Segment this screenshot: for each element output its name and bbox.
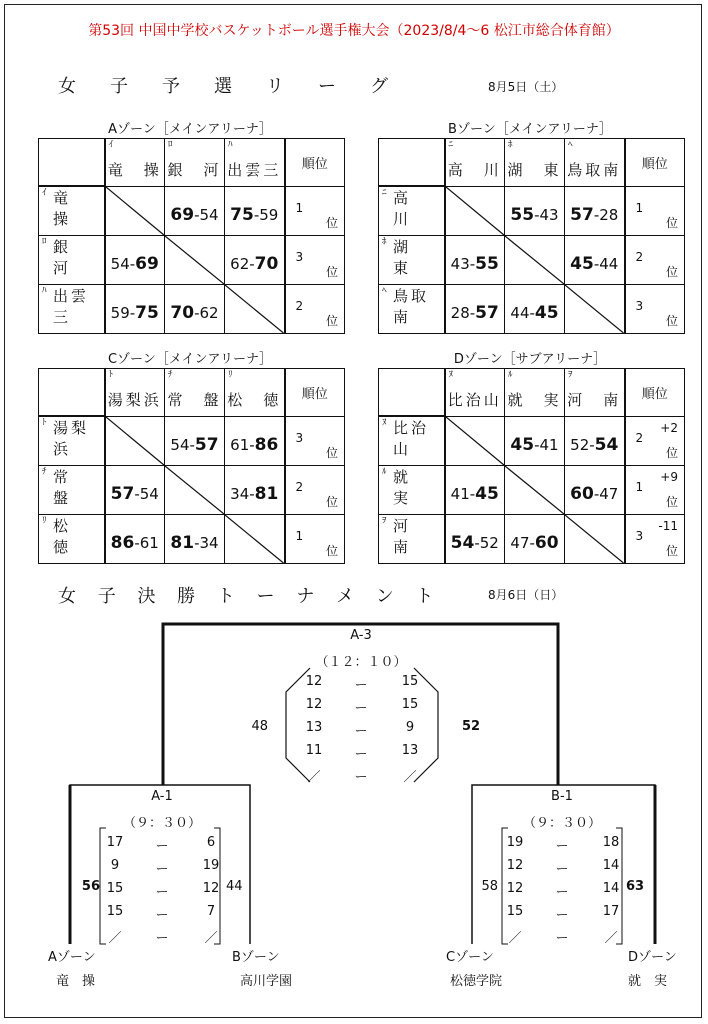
page-title: 第53回 中国中学校バスケットボール選手権大会（2023/8/4〜6 松江市総合体育館） bbox=[88, 23, 620, 39]
quarter-score-left: 12 bbox=[506, 858, 524, 873]
rank-header: 順位 bbox=[625, 369, 685, 417]
rank-unit: 位 bbox=[325, 446, 338, 460]
quarter-score-left: 12 bbox=[506, 881, 524, 896]
quarter-score-right: 13 bbox=[401, 743, 419, 758]
total-score-right: 63 bbox=[626, 879, 645, 894]
quarter-score-left: ／ bbox=[508, 931, 522, 946]
score: 54-69 bbox=[110, 254, 159, 274]
team-mark: ﾊ bbox=[42, 286, 47, 296]
team-name: 高 川 bbox=[447, 160, 502, 179]
rank-unit: 位 bbox=[665, 544, 678, 558]
score-home: 62 bbox=[230, 255, 250, 273]
score-home: 70 bbox=[170, 303, 195, 323]
point-diff: +2 bbox=[660, 420, 678, 435]
score: 75-59 bbox=[230, 205, 279, 225]
score: 44-45 bbox=[510, 303, 559, 323]
score-away: 45 bbox=[475, 484, 499, 504]
rank-unit: 位 bbox=[665, 216, 678, 230]
team-name: 湖 東 bbox=[393, 238, 430, 277]
game-label: A-1 bbox=[151, 789, 173, 804]
score-away: 34 bbox=[199, 534, 219, 552]
quarter-score-right: ／ bbox=[204, 931, 218, 946]
total-score-left: 48 bbox=[251, 719, 268, 734]
quarter-dash: ー bbox=[155, 862, 169, 877]
score: 54-52 bbox=[450, 533, 499, 553]
prelim-heading: 女 子 予 選 リ ー グ bbox=[58, 76, 396, 97]
team-mark: ﾙ bbox=[382, 467, 387, 477]
quarter-score-left: 15 bbox=[506, 904, 524, 919]
quarter-score-left: 11 bbox=[305, 743, 323, 758]
score-away: 59 bbox=[259, 206, 279, 224]
score-home: 59 bbox=[110, 304, 130, 322]
total-score-left: 56 bbox=[81, 879, 100, 894]
score: 34-81 bbox=[230, 484, 279, 504]
score-home: 47 bbox=[510, 534, 530, 552]
team-name: 出雲三 bbox=[53, 287, 90, 326]
score: 60-47 bbox=[570, 484, 619, 504]
team-mark: ﾘ bbox=[42, 516, 47, 526]
team-mark: ﾍ bbox=[568, 140, 573, 150]
score-away: 62 bbox=[199, 304, 219, 322]
score: 47-60 bbox=[510, 533, 559, 553]
team-mark: ﾎ bbox=[382, 237, 387, 247]
score-home: 60 bbox=[570, 484, 594, 504]
quarter-score-left: 15 bbox=[106, 904, 124, 919]
score-home: 81 bbox=[170, 533, 195, 553]
team-name: 銀 河 bbox=[53, 238, 90, 277]
score-home: 45 bbox=[510, 435, 535, 455]
score-away: 54 bbox=[139, 485, 159, 503]
bracket-zone-label: Dゾーン bbox=[628, 950, 677, 965]
halftime-score: （９：３０） bbox=[122, 816, 201, 831]
quarter-score-right: 12 bbox=[202, 881, 220, 896]
quarter-dash: ー bbox=[555, 885, 569, 900]
score: 45-44 bbox=[570, 254, 619, 274]
point-diff: +9 bbox=[660, 470, 678, 484]
quarter-dash: ー bbox=[555, 908, 569, 923]
team-mark: ｦ bbox=[382, 516, 387, 526]
team-name: 比治山 bbox=[447, 390, 502, 409]
score: 69-54 bbox=[170, 205, 219, 225]
team-name: 出雲三 bbox=[227, 160, 282, 179]
bracket-team-name: 松徳学院 bbox=[450, 974, 503, 989]
score: 41-45 bbox=[450, 484, 499, 504]
quarter-score-left: 12 bbox=[305, 697, 323, 712]
score-home: 28 bbox=[450, 304, 470, 322]
team-mark: ﾁ bbox=[42, 467, 47, 477]
team-name: 鳥取南 bbox=[393, 287, 430, 326]
total-score-right: 44 bbox=[226, 879, 243, 894]
quarter-dash: ー bbox=[155, 908, 169, 923]
score: 28-57 bbox=[450, 303, 499, 323]
quarter-score-left: 9 bbox=[110, 858, 120, 873]
team-name: 松 徳 bbox=[53, 517, 90, 556]
bracket-team-name: 竜 操 bbox=[56, 974, 96, 989]
team-name: 就 実 bbox=[507, 390, 562, 409]
team-name: 銀 河 bbox=[167, 160, 222, 179]
score-away: 45 bbox=[534, 303, 559, 323]
quarter-score-right: 15 bbox=[401, 674, 419, 689]
score: 43-55 bbox=[450, 254, 499, 274]
rank-unit: 位 bbox=[325, 544, 338, 558]
rank-unit: 位 bbox=[325, 495, 338, 509]
quarter-score-left: 19 bbox=[506, 835, 524, 850]
quarter-score-right: 9 bbox=[405, 720, 415, 735]
zone-c-label: Cゾーン［メインアリーナ］ bbox=[107, 352, 273, 367]
quarter-dash: ー bbox=[155, 839, 169, 854]
team-name: 高 川 bbox=[393, 189, 430, 228]
score-home: 86 bbox=[110, 533, 135, 553]
rank-value: 1 bbox=[635, 200, 644, 215]
team-mark: ﾛ bbox=[168, 140, 173, 150]
team-mark: ﾎ bbox=[508, 140, 513, 150]
score-away: 41 bbox=[539, 436, 559, 454]
team-mark: ｲ bbox=[108, 140, 114, 150]
rank-value: 3 bbox=[295, 430, 304, 445]
team-mark: ｲ bbox=[42, 188, 47, 198]
halftime-score: （９：３０） bbox=[522, 816, 601, 831]
team-mark: ﾆ bbox=[448, 140, 454, 150]
score: 86-61 bbox=[110, 533, 159, 553]
rank-value: 1 bbox=[635, 480, 644, 494]
score: 62-70 bbox=[230, 254, 279, 274]
team-name: 比治山 bbox=[393, 419, 430, 458]
rank-unit: 位 bbox=[665, 314, 678, 328]
team-name: 常 盤 bbox=[167, 390, 222, 409]
team-mark: ﾆ bbox=[382, 188, 387, 198]
rank-header: 順位 bbox=[285, 369, 345, 417]
quarter-score-right: ／ bbox=[403, 770, 417, 785]
quarter-dash: ー bbox=[354, 724, 368, 739]
total-score-right: 52 bbox=[462, 719, 481, 734]
quarter-score-right: 17 bbox=[602, 904, 620, 919]
quarter-score-left: 12 bbox=[305, 674, 323, 689]
score: 70-62 bbox=[170, 303, 219, 323]
score-away: 60 bbox=[534, 533, 559, 553]
team-mark: ﾇ bbox=[448, 370, 454, 380]
score: 57-28 bbox=[570, 205, 619, 225]
team-name: 竜 操 bbox=[53, 189, 90, 228]
rank-value: 3 bbox=[635, 299, 644, 313]
quarter-dash: ー bbox=[354, 701, 368, 716]
team-name: 湯梨浜 bbox=[53, 419, 90, 458]
team-name: 河 南 bbox=[567, 390, 622, 409]
score: 59-75 bbox=[110, 303, 159, 323]
rank-unit: 位 bbox=[665, 265, 678, 279]
score-home: 57 bbox=[110, 484, 135, 504]
score-home: 34 bbox=[230, 485, 250, 503]
team-mark: ﾊ bbox=[228, 140, 233, 150]
score-away: 70 bbox=[254, 254, 279, 274]
score: 55-43 bbox=[510, 205, 559, 225]
quarter-score-right: 15 bbox=[401, 697, 419, 712]
score-home: 54 bbox=[450, 533, 475, 553]
point-diff: -11 bbox=[658, 519, 678, 533]
game-label: A-3 bbox=[350, 628, 372, 643]
team-name: 湯梨浜 bbox=[107, 390, 162, 409]
rank-unit: 位 bbox=[325, 265, 338, 279]
zone-a-label: Aゾーン［メインアリーナ］ bbox=[108, 122, 272, 137]
quarter-dash: ー bbox=[555, 931, 569, 946]
bracket-team-name: 高川学園 bbox=[240, 974, 293, 989]
quarter-dash: ー bbox=[354, 678, 368, 693]
rank-value: 1 bbox=[295, 529, 304, 543]
bracket-team-name: 就 実 bbox=[628, 974, 668, 989]
team-mark: ﾍ bbox=[382, 286, 387, 296]
score: 45-41 bbox=[510, 435, 559, 455]
score: 81-34 bbox=[170, 533, 219, 553]
quarter-score-right: 7 bbox=[206, 904, 216, 919]
score-away: 86 bbox=[254, 435, 279, 455]
rank-value: 2 bbox=[295, 299, 304, 313]
rank-value: 2 bbox=[635, 430, 644, 445]
bracket-zone-label: Bゾーン bbox=[232, 950, 280, 965]
total-score-left: 58 bbox=[481, 879, 498, 894]
team-mark: ﾁ bbox=[168, 370, 173, 380]
quarter-dash: ー bbox=[354, 747, 368, 762]
team-mark: ﾄ bbox=[42, 418, 47, 428]
score: 54-57 bbox=[170, 435, 219, 455]
quarter-score-right: 6 bbox=[206, 835, 216, 850]
score-home: 43 bbox=[450, 255, 470, 273]
team-name: 就 実 bbox=[393, 468, 430, 507]
quarter-score-right: ／ bbox=[604, 931, 618, 946]
score-home: 69 bbox=[170, 205, 195, 225]
score-home: 54 bbox=[110, 255, 130, 273]
rank-header: 順位 bbox=[285, 139, 345, 187]
game-label: B-1 bbox=[551, 789, 573, 804]
quarter-score-left: 17 bbox=[106, 835, 124, 850]
score-home: 41 bbox=[450, 485, 470, 503]
team-name: 鳥取南 bbox=[567, 160, 622, 179]
score-home: 54 bbox=[170, 436, 190, 454]
rank-value: 3 bbox=[295, 250, 304, 264]
score-away: 52 bbox=[479, 534, 499, 552]
rank-unit: 位 bbox=[665, 446, 678, 460]
prelim-date: 8月5日（土） bbox=[488, 80, 564, 94]
team-mark: ﾙ bbox=[508, 370, 513, 380]
team-mark: ﾘ bbox=[228, 370, 233, 380]
quarter-score-right: 14 bbox=[602, 858, 620, 873]
team-mark: ｦ bbox=[568, 370, 573, 380]
team-name: 常 盤 bbox=[53, 468, 90, 507]
zone-d-label: Dゾーン［サブアリーナ］ bbox=[453, 352, 607, 367]
quarter-score-left: ／ bbox=[108, 931, 122, 946]
rank-value: 1 bbox=[295, 200, 304, 215]
score-home: 61 bbox=[230, 436, 250, 454]
halftime-score: （１２：１０） bbox=[315, 655, 407, 670]
score-away: 55 bbox=[475, 254, 499, 274]
rank-unit: 位 bbox=[665, 495, 678, 509]
score-away: 57 bbox=[475, 303, 499, 323]
score: 61-86 bbox=[230, 435, 279, 455]
rank-unit: 位 bbox=[325, 314, 338, 328]
zone-b-label: Bゾーン［メインアリーナ］ bbox=[448, 122, 612, 137]
score-away: 54 bbox=[199, 206, 219, 224]
team-mark: ﾄ bbox=[108, 370, 114, 380]
quarter-dash: ー bbox=[555, 862, 569, 877]
quarter-score-left: 15 bbox=[106, 881, 124, 896]
score-away: 69 bbox=[135, 254, 159, 274]
bracket-zone-label: Cゾーン bbox=[446, 950, 494, 965]
score-home: 52 bbox=[570, 436, 590, 454]
score-away: 43 bbox=[539, 206, 559, 224]
final-date: 8月6日（日） bbox=[488, 588, 564, 602]
score-away: 81 bbox=[254, 484, 279, 504]
rank-value: 2 bbox=[295, 480, 304, 494]
score-away: 44 bbox=[599, 255, 619, 273]
quarter-score-right: 18 bbox=[602, 835, 620, 850]
bracket-zone-label: Aゾーン bbox=[48, 950, 96, 965]
score-home: 45 bbox=[570, 254, 594, 274]
score: 57-54 bbox=[110, 484, 159, 504]
team-name: 湖 東 bbox=[507, 160, 562, 179]
score-away: 75 bbox=[135, 303, 159, 323]
score-home: 57 bbox=[570, 205, 594, 225]
score-away: 54 bbox=[594, 435, 619, 455]
team-name: 河 南 bbox=[393, 517, 430, 556]
quarter-score-left: 13 bbox=[305, 720, 323, 735]
rank-unit: 位 bbox=[325, 216, 338, 230]
score-away: 28 bbox=[599, 206, 619, 224]
quarter-score-left: ／ bbox=[307, 770, 321, 785]
score-home: 75 bbox=[230, 205, 254, 225]
score-away: 61 bbox=[139, 534, 159, 552]
quarter-dash: ー bbox=[555, 839, 569, 854]
score-away: 57 bbox=[194, 435, 219, 455]
quarter-score-right: 19 bbox=[202, 858, 220, 873]
team-mark: ﾛ bbox=[42, 237, 47, 247]
score: 52-54 bbox=[570, 435, 619, 455]
rank-value: 2 bbox=[635, 250, 644, 264]
quarter-dash: ー bbox=[155, 931, 169, 946]
final-heading: 女 子 決 勝 ト ー ナ メ ン ト bbox=[58, 586, 442, 607]
score-home: 44 bbox=[510, 304, 530, 322]
score-away: 47 bbox=[599, 485, 619, 503]
score-home: 55 bbox=[510, 205, 535, 225]
team-name: 松 徳 bbox=[227, 390, 282, 409]
rank-value: 3 bbox=[635, 529, 644, 543]
team-mark: ﾇ bbox=[382, 418, 387, 428]
quarter-dash: ー bbox=[155, 885, 169, 900]
quarter-dash: ー bbox=[354, 770, 368, 785]
rank-header: 順位 bbox=[625, 139, 685, 187]
quarter-score-right: 14 bbox=[602, 881, 620, 896]
team-name: 竜 操 bbox=[107, 160, 162, 179]
